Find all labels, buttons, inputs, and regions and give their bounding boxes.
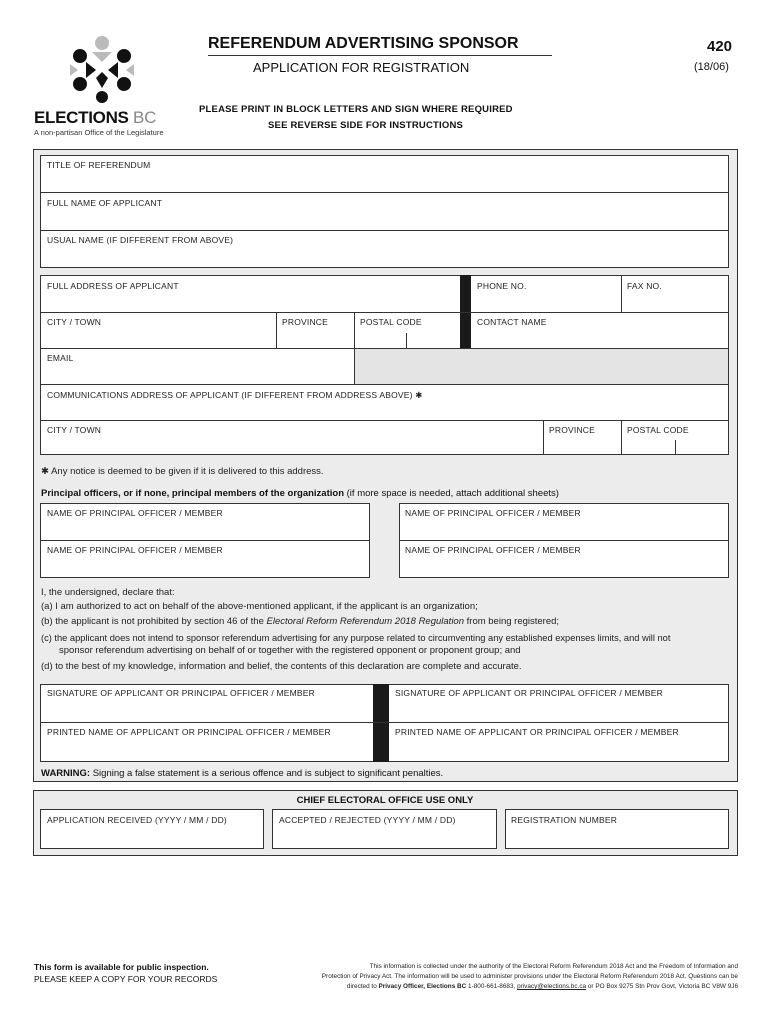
comm-province-field[interactable]: PROVINCE xyxy=(549,425,595,435)
officers-heading-bold: Principal officers, or if none, principal members of the organization xyxy=(41,488,344,499)
privacy-line-1: This information is collected under the authority of the Electoral Reform Referendum 2018 Act and the Freedom of Information and xyxy=(369,963,738,970)
signature-divider-bar xyxy=(373,684,389,762)
keep-copy-note: PLEASE KEEP A COPY FOR YOUR RECORDS xyxy=(34,974,218,984)
signature-field-right[interactable]: SIGNATURE OF APPLICANT OR PRINCIPAL OFFICER / MEMBER xyxy=(395,688,663,698)
privacy-email-link[interactable]: privacy@elections.bc.ca xyxy=(517,983,587,990)
instruction-reverse: SEE REVERSE SIDE FOR INSTRUCTIONS xyxy=(268,120,464,131)
form-version: (18/06) xyxy=(694,61,729,73)
printed-name-field-left[interactable]: PRINTED NAME OF APPLICANT OR PRINCIPAL OFFICER / MEMBER xyxy=(47,727,331,737)
declaration-c-line-1: (c) the applicant does not intend to sponsor referendum advertising for any purpose related to circumventing any established expenses limits, and will not xyxy=(41,633,671,643)
officer-label-1: NAME OF PRINCIPAL OFFICER / MEMBER xyxy=(47,508,223,518)
usual-name-field[interactable]: USUAL NAME (IF DIFFERENT FROM ABOVE) xyxy=(47,235,234,245)
office-use-heading: CHIEF ELECTORAL OFFICE USE ONLY xyxy=(296,795,474,806)
signature-field-left[interactable]: SIGNATURE OF APPLICANT OR PRINCIPAL OFFICER / MEMBER xyxy=(47,688,315,698)
declaration-c-line-2: sponsor referendum advertising on behalf of or together with the registered opponent or proponent group; and xyxy=(59,645,521,656)
title-underline xyxy=(208,55,552,56)
logo-tagline: A non-partisan Office of the Legislature xyxy=(34,128,164,137)
officers-heading-note: (if more space is needed, attach additional sheets) xyxy=(346,488,559,499)
province-field[interactable]: PROVINCE xyxy=(282,317,328,327)
full-name-field[interactable]: FULL NAME OF APPLICANT xyxy=(47,198,163,208)
officer-label-3: NAME OF PRINCIPAL OFFICER / MEMBER xyxy=(47,545,223,555)
public-inspection-note: This form is available for public inspection. xyxy=(34,962,209,972)
full-address-field[interactable]: FULL ADDRESS OF APPLICANT xyxy=(47,281,179,291)
elections-bc-emblem-icon xyxy=(34,34,174,104)
warning-text: WARNING: Signing a false statement is a serious offence and is subject to significant penalties. xyxy=(41,768,444,779)
city-town-field[interactable]: CITY / TOWN xyxy=(47,317,102,327)
application-received-label: APPLICATION RECEIVED (YYYY / MM / DD) xyxy=(47,815,227,825)
officer-label-4: NAME OF PRINCIPAL OFFICER / MEMBER xyxy=(405,545,581,555)
form-subtitle: APPLICATION FOR REGISTRATION xyxy=(253,60,470,75)
comm-city-field[interactable]: CITY / TOWN xyxy=(47,425,102,435)
applicant-name-group xyxy=(40,155,729,268)
accepted-rejected-label: ACCEPTED / REJECTED (YYYY / MM / DD) xyxy=(279,815,456,825)
email-shaded-area xyxy=(355,349,728,384)
title-of-referendum-field[interactable]: TITLE OF REFERENDUM xyxy=(47,160,151,170)
communications-address-field[interactable]: COMMUNICATIONS ADDRESS OF APPLICANT (IF DIFFERENT FROM ADDRESS ABOVE) ✱ xyxy=(47,390,423,400)
regulation-name: Electoral Reform Referendum 2018 Regulation xyxy=(266,616,464,627)
declaration-b: (b) the applicant is not prohibited by section 46 of the Electoral Reform Referendum 2018 Regulation from being registered; xyxy=(41,616,560,627)
elections-bc-logo xyxy=(34,34,174,138)
officers-heading xyxy=(41,488,559,499)
postal-code-field[interactable]: POSTAL CODE xyxy=(360,317,422,327)
instruction-print: PLEASE PRINT IN BLOCK LETTERS AND SIGN WHERE REQUIRED xyxy=(199,104,513,115)
form-number: 420 xyxy=(707,38,733,55)
officer-label-2: NAME OF PRINCIPAL OFFICER / MEMBER xyxy=(405,508,581,518)
email-field[interactable]: EMAIL xyxy=(47,353,74,363)
phone-field[interactable]: PHONE NO. xyxy=(477,281,527,291)
logo-name-bold: ELECTIONS xyxy=(34,108,129,127)
declaration-d: (d) to the best of my knowledge, information and belief, the contents of this declaration are complete and accurate. xyxy=(41,661,522,672)
privacy-line-3: directed to Privacy Officer, Elections BC 1-800-661-8683, privacy@elections.bc.ca or PO Box 9275 Stn Prov Govt, Victoria BC V8W 9J6 xyxy=(346,983,738,990)
declaration-intro: I, the undersigned, declare that: xyxy=(41,587,175,598)
comm-postal-code-field[interactable]: POSTAL CODE xyxy=(627,425,689,435)
form-title: REFERENDUM ADVERTISING SPONSOR xyxy=(208,35,519,52)
contact-name-field[interactable]: CONTACT NAME xyxy=(477,317,547,327)
printed-name-field-right[interactable]: PRINTED NAME OF APPLICANT OR PRINCIPAL OFFICER / MEMBER xyxy=(395,727,679,737)
notice-text: ✱ Any notice is deemed to be given if it is delivered to this address. xyxy=(41,466,324,477)
fax-field[interactable]: FAX NO. xyxy=(627,281,662,291)
logo-name-light: BC xyxy=(133,108,157,127)
privacy-notice xyxy=(238,962,738,992)
registration-number-label: REGISTRATION NUMBER xyxy=(511,815,618,825)
declaration-a: (a) I am authorized to act on behalf of the above-mentioned applicant, if the applicant is an organization; xyxy=(41,601,478,612)
privacy-line-2: Protection of Privacy Act. The information will be used to administer provisions under the Electoral Reform Referendum 2018 Act. Questions can be xyxy=(321,973,738,980)
